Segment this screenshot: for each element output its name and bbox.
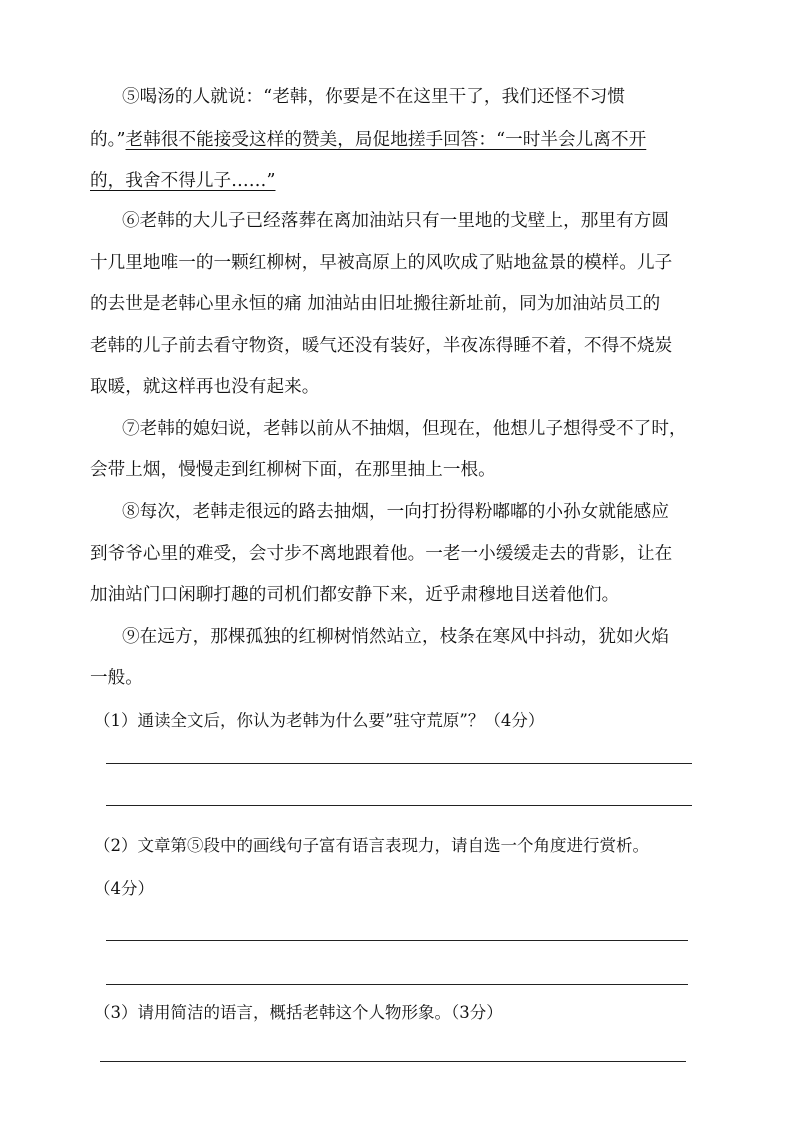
answer-line-q1-b[interactable]	[106, 805, 692, 806]
para7-line1: ⑦老韩的媳妇说，老韩以前从不抽烟，但现在，他想儿子想得受不了时，	[122, 419, 687, 439]
para8-line1: ⑧每次，老韩走很远的路去抽烟，一向打扮得粉嘟嘟的小孙女就能感应	[122, 502, 669, 522]
para8-line3: 加油站门口闲聊打趣的司机们都安静下来，近乎肃穆地目送着他们。	[90, 585, 620, 605]
question-3: （3）请用简洁的语言，概括老韩这个人物形象。（3分）	[94, 1003, 503, 1022]
question-2-line1: （2）文章第⑤段中的画线句子富有语言表现力，请自选一个角度进行赏析。	[94, 836, 649, 855]
question-2-line2: （4分）	[94, 879, 154, 898]
underlined-sentence-part2: 的，我舍不得儿子……”	[90, 171, 276, 191]
question-1: （1）通读全文后，你认为老韩为什么要”驻守荒原”？（4分）	[94, 711, 545, 730]
underlined-sentence-part1: 老韩很不能接受这样的赞美，局促地搓手回答：“一时半会儿离不开	[125, 130, 647, 150]
para5-line2	[90, 127, 710, 153]
para6-line4: 老韩的儿子前去看守物资，暖气还没有装好，半夜冻得睡不着，不得不烧炭	[90, 336, 673, 356]
para5-line3	[90, 168, 710, 194]
para5-line1: ⑤喝汤的人就说：“老韩，你要是不在这里干了，我们还怪不习惯	[122, 87, 626, 107]
answer-line-q2-b[interactable]	[106, 984, 688, 985]
answer-line-q3-a[interactable]	[100, 1061, 686, 1062]
para6-line3: 的去世是老韩心里永恒的痛 加油站由旧址搬往新址前，同为加油站员工的	[90, 294, 661, 314]
para6-line1: ⑥老韩的大儿子已经落葬在离加油站只有一里地的戈壁上，那里有方圆	[122, 211, 669, 231]
para9-line1: ⑨在远方，那棵孤独的红柳树悄然站立，枝条在寒风中抖动，犹如火焰	[122, 627, 669, 647]
answer-line-q2-a[interactable]	[106, 940, 688, 941]
para8-line2: 到爷爷心里的难受，会寸步不离地跟着他。一老一小缓缓走去的背影，让在	[90, 544, 673, 564]
para5-line2-plain: 的。”	[90, 130, 126, 150]
para9-line2: 一般。	[90, 668, 143, 688]
answer-line-q1-a[interactable]	[106, 763, 692, 764]
para7-line2: 会带上烟，慢慢走到红柳树下面，在那里抽上一根。	[90, 460, 496, 480]
para6-line2: 十几里地唯一的一颗红柳树，早被高原上的风吹成了贴地盆景的模样。儿子	[90, 253, 673, 273]
para6-line5: 取暖，就这样再也没有起来。	[90, 377, 320, 397]
